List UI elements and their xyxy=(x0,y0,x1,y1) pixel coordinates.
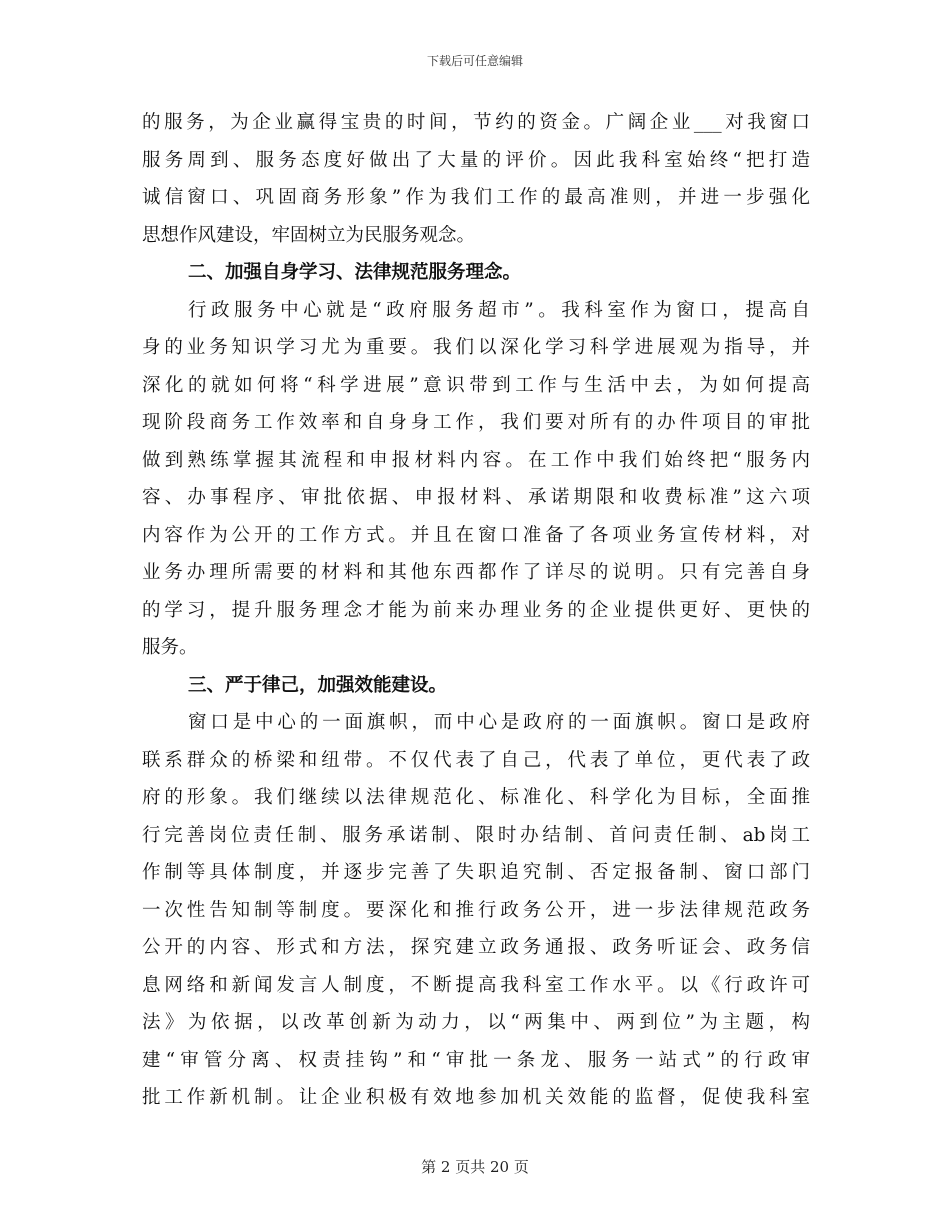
text-line: 行完善岗位责任制、服务承诺制、限时办结制、首问责任制、ab岗工 xyxy=(142,824,810,846)
text-line: 法》为依据，以改革创新为动力，以“两集中、两到位”为主题，构 xyxy=(142,1012,810,1033)
text-line: 服务。 xyxy=(142,637,198,658)
text-line: 一次性告知制等制度。要深化和推行政务公开，进一步法律规范政务 xyxy=(142,899,810,921)
section-heading: 二、加强自身学习、法律规范服务理念。 xyxy=(188,262,522,283)
text-line: 公开的内容、形式和方法，探究建立政务通报、政务听证会、政务信 xyxy=(142,937,810,958)
text-line: 思想作风建设，牢固树立为民服务观念。 xyxy=(142,224,476,246)
text-line: 联系群众的桥梁和纽带。不仅代表了自己，代表了单位，更代表了政 xyxy=(142,749,810,771)
text-line: 作制等具体制度，并逐步完善了失职追究制、否定报备制、窗口部门 xyxy=(142,862,810,883)
text-line: 的服务，为企业赢得宝贵的时间，节约的资金。广阔企业___对我窗口 xyxy=(142,112,810,133)
text-line: 窗口是中心的一面旗帜，而中心是政府的一面旗帜。窗口是政府 xyxy=(188,712,810,733)
text-line: 建“审管分离、权责挂钩”和“审批一条龙、服务一站式”的行政审 xyxy=(142,1049,810,1071)
text-line: 行政服务中心就是“政府服务超市”。我科室作为窗口，提高自 xyxy=(188,299,810,321)
text-line: 业务办理所需要的材料和其他东西都作了详尽的说明。只有完善自身 xyxy=(142,562,810,583)
text-line: 现阶段商务工作效率和自身身工作，我们要对所有的办件项目的审批 xyxy=(142,412,810,433)
text-line: 息网络和新闻发言人制度，不断提高我科室工作水平。以《行政许可 xyxy=(142,974,810,996)
text-line: 内容作为公开的工作方式。并且在窗口准备了各项业务宣传材料，对 xyxy=(142,524,810,546)
text-line: 服务周到、服务态度好做出了大量的评价。因此我科室始终“把打造 xyxy=(142,149,810,171)
text-line: 诚信窗口、巩固商务形象”作为我们工作的最高准则，并进一步强化 xyxy=(142,187,810,208)
text-line: 身的业务知识学习尤为重要。我们以深化学习科学进展观为指导，并 xyxy=(142,337,810,358)
text-line: 深化的就如何将“科学进展”意识带到工作与生活中去，为如何提高 xyxy=(142,374,810,396)
text-line: 的学习，提升服务理念才能为前来办理业务的企业提供更好、更快的 xyxy=(142,599,810,621)
page-footer: 第 2 页共 20 页 xyxy=(421,1158,529,1176)
text-line: 批工作新机制。让企业积极有效地参加机关效能的监督，促使我科室 xyxy=(142,1087,810,1108)
text-line: 容、办事程序、审批依据、申报材料、承诺期限和收费标准”这六项 xyxy=(142,487,810,508)
document-body xyxy=(142,104,810,1117)
section-heading: 三、严于律己，加强效能建设。 xyxy=(188,674,448,696)
text-line: 府的形象。我们继续以法律规范化、标准化、科学化为目标，全面推 xyxy=(142,787,810,808)
text-line: 做到熟练掌握其流程和申报材料内容。在工作中我们始终把“服务内 xyxy=(142,449,810,471)
page-header: 下载后可任意编辑 xyxy=(426,54,523,68)
